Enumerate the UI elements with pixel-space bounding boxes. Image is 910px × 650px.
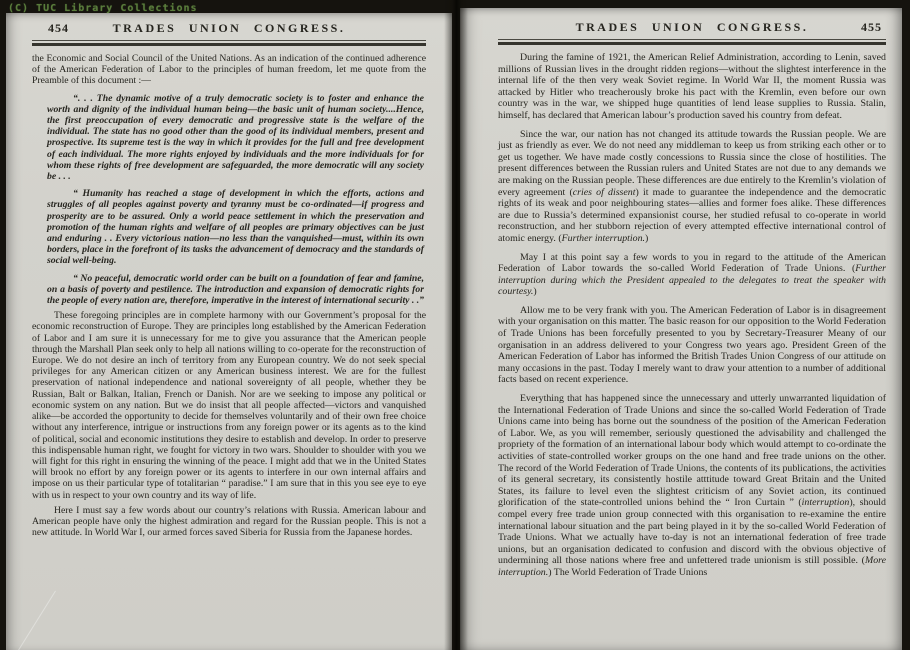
- text-segment: “. . . The dynamic motive of a truly democratic society is to foster and enhance the worth and dignity of the individual human being—the basic unit of human society....Hence, the first preoccupation of every democratic and progressive state is the welfare of the individual. The state has no good other than the good of its individual members, present and prospective. Its supreme test is the way in which it provides for the full and free development of each individual. The more rights enjoyed by individuals and the more individuals for for whom these rights of free development are safeguarded, the more democratic will any society be . . .: [47, 92, 424, 183]
- body-paragraph: [498, 129, 886, 245]
- page-455: [460, 8, 902, 650]
- text-segment: ) it made to guarantee the independence and the democratic rights of its weak and poor neighbouring states—allies and former foes alike. These differences are due to Russia’s determined expansionist course, her studied refusal to co-operate in world reconstruction, and her stubborn rejection of every attempted effective international control of atomic energy. (: [498, 186, 887, 244]
- page-454: [6, 13, 452, 650]
- running-title-left: TRADES UNION CONGRESS.: [112, 21, 346, 35]
- italic-text-segment: interruption: [801, 497, 850, 509]
- body-paragraph: [498, 393, 886, 579]
- quoted-paragraph: [47, 93, 424, 183]
- page-number-right: 455: [861, 20, 882, 34]
- header-rule-thin: [498, 39, 886, 40]
- header-rule-thick: [32, 43, 426, 46]
- italic-text-segment: Further interruption during which the President appealed to the delegates to treat the speaker with courtesy.: [498, 263, 886, 298]
- body-paragraph: [498, 52, 886, 122]
- page-454-header: [32, 21, 426, 37]
- page-454-body: [32, 53, 426, 538]
- text-segment: ): [533, 286, 537, 298]
- text-segment: May I at this point say a few words to you in regard to the attitude of the American Federation of Labor towards the so-called World Federation of Trade Unions. (: [498, 251, 886, 275]
- body-paragraph: [498, 305, 886, 386]
- text-segment: Allow me to be very frank with you. The American Federation of Labor is in disagreement with your organisation on this matter. The basic reason for our opposition to the World Federation of Trade Unions has been forcefully presented to you by Secretary-Treasurer Meany of our organisation in an address delivered to your Congress two years ago. President Green of the American Federation of Labor has informed the British Trades Union Congress of our attitude on many occasions in the past. Today I merely want to draw your attention to a number of additional facts based on recent experience.: [498, 304, 886, 386]
- header-rule-thin: [32, 40, 426, 41]
- page-455-body: [498, 52, 886, 579]
- body-paragraph: [32, 53, 426, 87]
- text-segment: Here I must say a few words about our country’s relations with Russia. American labour and American people have only the highest admiration and regard for the Russian people. This is not a new attitude. In World War I, our armed forces saved Siberia for Russia from the Japanese hordes.: [32, 504, 426, 539]
- italic-text-segment: Further interruption.: [561, 232, 646, 244]
- text-segment: the Economic and Social Council of the United Nations. As an indication of the continued adherence of the American Federation of Labor to the principles of human freedom, let me quote from the Preamble of this document :—: [32, 53, 426, 87]
- text-segment: “ No peaceful, democratic world order can be built on a foundation of fear and famine, on a basis of poverty and pestilence. The introduction and expansion of democratic rights for the people of every nation are, therefore, imperative in the interest of international security . .”: [47, 272, 424, 307]
- quoted-paragraph: [47, 188, 424, 266]
- page-455-header: [498, 20, 886, 36]
- text-segment: Everything that has happened since the unnecessary and utterly unwarranted liquidation of the International Federation of Trade Unions and since the so-called World Federation of Trade Unions came into being has borne out the soundness of the position of the American Federation of Labor. We, as you will remember, seriously questioned the advisability and challenged the propriety of the formation of an international labour body which would attempt to co-ordinate the activities of state-controlled worker groups on the one hand and free trade unions on the other. The record of the World Federation of Trade Unions, the contents of its publications, the activities of its general secretary, its consistently hostile atttitude toward Great Britain and the United States, its failure to level even the slightest criticism of any Soviet action, its continued glorification of the state-controlled unions behind the “ Iron Curtain ” (: [498, 393, 886, 509]
- page-number-left: 454: [48, 21, 69, 35]
- library-watermark: (C) TUC Library Collections: [8, 3, 198, 14]
- text-segment: ) The World Federation of Trade Unions: [548, 566, 708, 578]
- text-segment: ), should compel every free trade union group connected with this organisation to re-examine the entire international labour situation and the part being played in it by the so-called World Federation of Trade Unions. What we actually have to-day is not an international federation of free trade unions, but an organisation dedicated to confusion and discord with the obvious objective of undermining all those nations where free and unfettered trade unionism is still possible. (: [498, 497, 886, 567]
- text-segment: ): [645, 232, 649, 244]
- body-paragraph: [498, 252, 886, 298]
- running-title-right: TRADES UNION CONGRESS.: [575, 20, 809, 34]
- text-segment: During the famine of 1921, the American Relief Administration, according to Lenin, saved millions of Russian lives in the drought ridden regions—without the slightest interference in the internal life of the then very weak Soviet regime. In World War II, the moment Russia was attacked by Hitler who treacherously broke his pact with the Kremlin, even before our own country was in the war, we shipped huge quantities of lend lease supplies to Russia. Stalin, himself, has declared that American labour’s production saved his country from defeat.: [498, 52, 886, 121]
- body-paragraph: [32, 310, 426, 500]
- text-segment: Since the war, our nation has not changed its attitude towards the Russian people. We are just as friendly as ever. We do not need any middleman to keep us from striking each other or to get us together. We have made costly concessions to Russia since the close of hostilities. The present differences between the Russian rulers and United States are not due to any demands we are making on the Russian people. These differences are due entirely to the Kremlin’s violation of every agreement (: [498, 128, 886, 198]
- text-segment: “ Humanity has reached a stage of development in which the efforts, actions and struggles of all peoples against poverty and tyranny must be co-ordinated—if progress and prosperity are to be assured. Only a world peace settlement in which the preservation and promotion of the human rights and welfare of all peoples are primary objectives can be just and enduring . . Every victorious nation—no less than the vanquished—must, within its own borders, place in the forefront of its tasks the advancement of democracy and the standards of social well-being.: [47, 188, 424, 267]
- quoted-paragraph: [47, 273, 424, 307]
- text-segment: These foregoing principles are in complete harmony with our Government’s proposal for the economic reconstruction of Europe. They are principles long established by the American Federation of Labor and I am sure it is unnecessary for me to give you assurance that the American people through the Marshall Plan seek only to help all nations willing to co-operate for the reconstruction of Europe. We do not desire an inch of territory from any European country. We do not seek special privileges for any American citizen or any American business interest. We are for the fullest preservation of national independence and national sovereignty of all people, whether they be Russian, Balt or Balkan, Italian, French or Danish. Nor are we seeking to impose any political or economic system on any nation. But we do insist that all people affected—victors and vanquished alike—be accorded the opportunity to decide for themselves voluntarily and of their own free choice without any interference, intrigue or instructions from any foreign power or its agents as to the kind of political, social and economic institutions they desire to establish and develop. In order to preserve this indispensable human right, we fought for victory in two wars. Shoulder to shoulder with you we will fight for this right in ensuring the winning of the peace. I might add that we in the United States will brook no effort by any foreign power or its agents to interfere in our own internal affairs and impose on us their particular type of totalitarian “ paradise.” I am sure that in this you see eye to eye with us in respect to your own country and its way of life.: [32, 310, 426, 501]
- body-paragraph: [32, 505, 426, 539]
- italic-text-segment: More interruption.: [498, 555, 886, 578]
- italic-text-segment: cries of dissent: [572, 186, 636, 198]
- header-rule-thick: [498, 42, 886, 45]
